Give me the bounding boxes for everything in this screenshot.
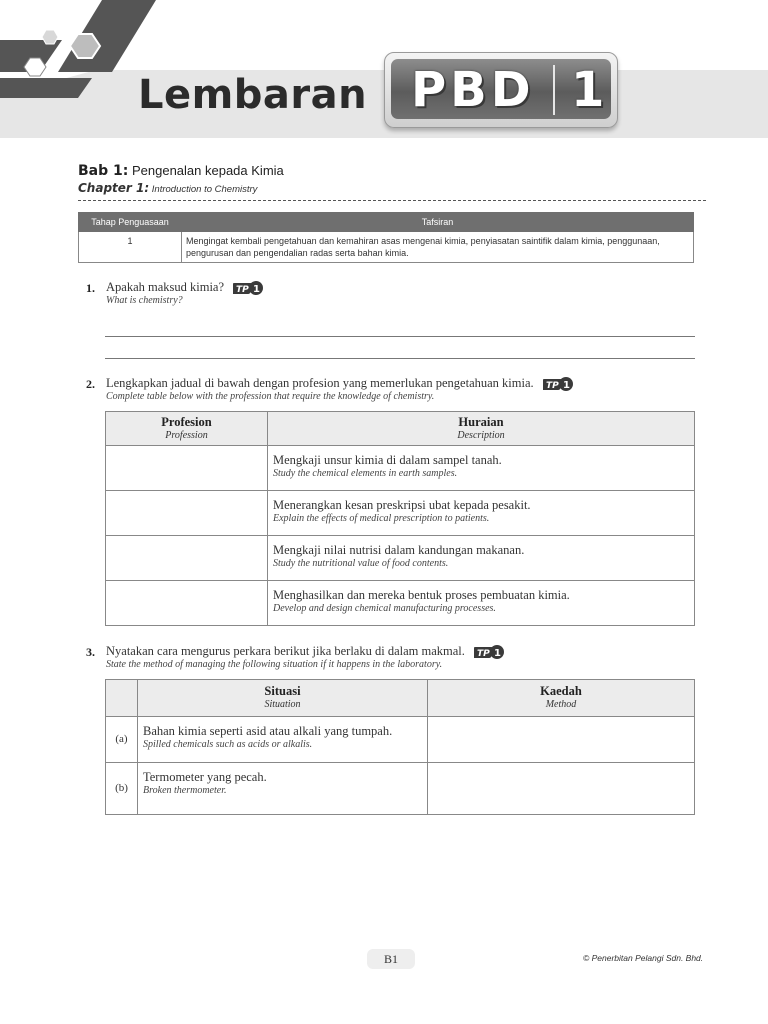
answer-line-2[interactable] [105, 358, 695, 359]
situation-english: Broken thermometer. [143, 785, 227, 796]
question-1-text [106, 280, 263, 296]
table-row [106, 536, 695, 581]
method-answer-cell[interactable] [428, 763, 695, 815]
mastery-header-level: Tahap Penguasaan [79, 213, 182, 232]
question-2-english: Complete table below with the profession that require the knowledge of chemistry. [106, 391, 435, 402]
profession-header-malay: Profesion [161, 414, 212, 429]
mastery-header-interpretation: Tafsiran [182, 213, 694, 232]
copyright-notice: © Penerbitan Pelangi Sdn. Bhd. [583, 953, 704, 963]
table-row [79, 232, 694, 263]
bab-title: Pengenalan kepada Kimia [131, 163, 284, 178]
table-row [106, 717, 695, 763]
mastery-description: Mengingat kembali pengetahuan dan kemahiran asas mengenai kimia, penyiasatan saintifik dalam kimia, penggunaan, pengurusan dan pengendalian radas serta bahan kimia. [182, 232, 694, 263]
situation-malay: Termometer yang pecah. [143, 770, 267, 784]
page-title: Lembaran [138, 72, 368, 118]
situation-table [105, 679, 695, 815]
profession-header [106, 412, 268, 446]
situation-english: Spilled chemicals such as acids or alkalis. [143, 739, 313, 750]
chapter-label: Chapter 1: [78, 181, 150, 195]
pbd-badge-label: PBD [411, 62, 535, 118]
description-header [268, 412, 695, 446]
question-3-malay: Nyatakan cara mengurus perkara berikut jika berlaku di dalam makmal. [106, 644, 465, 658]
table-row [106, 446, 695, 491]
method-header [428, 680, 695, 717]
table-row [106, 581, 695, 626]
svg-text:1: 1 [494, 648, 501, 660]
situation-cell [138, 717, 428, 763]
mastery-table [78, 212, 694, 263]
situation-header-malay: Situasi [264, 684, 301, 698]
answer-line-1[interactable] [105, 336, 695, 337]
description-malay: Mengkaji unsur kimia di dalam sampel tanah. [273, 453, 502, 467]
tp1-icon [474, 644, 504, 660]
description-malay: Menghasilkan dan mereka bentuk proses pembuatan kimia. [273, 588, 570, 602]
description-english: Explain the effects of medical prescription to patients. [273, 513, 490, 524]
page-number: B1 [367, 949, 415, 969]
table-row [106, 491, 695, 536]
question-3-number: 3. [86, 645, 95, 659]
question-2-number: 2. [86, 377, 95, 391]
situation-header-english: Situation [264, 699, 301, 710]
row-label: (b) [106, 763, 138, 815]
description-header-english: Description [457, 429, 505, 441]
chapter-heading [78, 181, 257, 195]
method-header-malay: Kaedah [540, 684, 582, 698]
header-band [0, 0, 768, 138]
profession-table [105, 411, 695, 626]
pbd-badge [384, 52, 618, 128]
mastery-level: 1 [79, 232, 182, 263]
description-english: Develop and design chemical manufacturing processes. [273, 603, 496, 614]
svg-text:1: 1 [562, 380, 570, 392]
table-row [106, 763, 695, 815]
description-malay: Mengkaji nilai nutrisi dalam kandungan makanan. [273, 543, 525, 557]
tp1-text: TP [477, 649, 490, 660]
description-english: Study the nutritional value of food contents. [273, 558, 449, 569]
row-label: (a) [106, 717, 138, 763]
profession-answer-cell[interactable] [106, 536, 268, 581]
description-cell [268, 446, 695, 491]
question-3-english: State the method of managing the following situation if it happens in the laboratory. [106, 659, 443, 670]
question-1-english: What is chemistry? [106, 295, 183, 306]
tp1-text: TP [545, 381, 559, 392]
pbd-badge-number: 1 [571, 62, 605, 118]
dashed-divider [78, 200, 706, 201]
description-english: Study the chemical elements in earth samples. [273, 468, 458, 479]
description-cell [268, 581, 695, 626]
situation-cell [138, 763, 428, 815]
tp1-icon [233, 280, 263, 296]
description-cell [268, 536, 695, 581]
question-3-text [106, 644, 504, 660]
chapter-title: Introduction to Chemistry [151, 184, 258, 195]
bab-label: Bab 1: [78, 163, 129, 179]
profession-answer-cell[interactable] [106, 581, 268, 626]
description-malay: Menerangkan kesan preskripsi ubat kepada pesakit. [273, 498, 531, 512]
question-1-malay: Apakah maksud kimia? [106, 280, 225, 294]
profession-answer-cell[interactable] [106, 446, 268, 491]
profession-header-english: Profession [165, 429, 208, 441]
description-header-malay: Huraian [458, 414, 504, 429]
situation-header [138, 680, 428, 717]
label-header [106, 680, 138, 717]
bab-heading [78, 163, 284, 179]
question-2-malay: Lengkapkan jadual di bawah dengan profesion yang memerlukan pengetahuan kimia. [106, 376, 534, 390]
method-header-english: Method [545, 699, 577, 710]
question-2-text [106, 376, 573, 392]
situation-malay: Bahan kimia seperti asid atau alkali yang tumpah. [143, 724, 393, 738]
tp1-text: TP [236, 285, 249, 296]
tp1-icon [543, 376, 573, 392]
question-1-number: 1. [86, 281, 95, 295]
svg-text:1: 1 [253, 284, 261, 296]
description-cell [268, 491, 695, 536]
pbd-badge-separator [553, 65, 555, 115]
profession-answer-cell[interactable] [106, 491, 268, 536]
method-answer-cell[interactable] [428, 717, 695, 763]
